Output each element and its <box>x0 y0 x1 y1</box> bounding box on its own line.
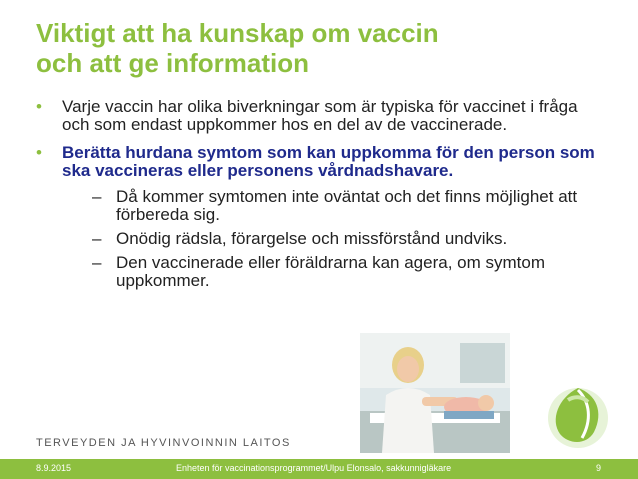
dash-icon: – <box>92 229 102 248</box>
organization-logo-text: TERVEYDEN JA HYVINVOINNIN LAITOS <box>36 437 291 449</box>
bullet-item <box>36 98 606 134</box>
slide-title-line-2: och att ge information <box>36 48 309 78</box>
footer-credit: Enheten för vaccinationsprogrammet/Ulpu Elonsalo, sakkunnigläkare <box>176 463 452 473</box>
footer-bar <box>0 459 638 479</box>
bullet-text: Varje vaccin har olika biverkningar som är typiska för vaccinet i fråga och som endast uppkommer hos en del av de vaccinerade. <box>62 97 578 134</box>
dash-icon: – <box>92 187 102 206</box>
sub-bullet-text: Då kommer symtomen inte oväntat och det finns möjlighet att förbereda sig. <box>116 187 578 224</box>
green-leaf-logo-icon <box>538 376 618 456</box>
sub-bullet-item <box>36 230 606 248</box>
page-number: 9 <box>596 463 602 473</box>
bullet-dot-icon: • <box>36 143 42 162</box>
bullet-dot-icon: • <box>36 97 42 116</box>
dash-icon: – <box>92 253 102 272</box>
slide-title <box>36 18 596 78</box>
bullet-item <box>36 144 606 180</box>
sub-bullet-text: Onödig rädsla, förargelse och missförstånd undviks. <box>116 229 508 248</box>
nurse-baby-photo <box>360 333 510 453</box>
photo-illustration-icon <box>360 333 510 453</box>
sub-bullet-list <box>36 188 606 290</box>
footer-date: 8.9.2015 <box>36 463 72 473</box>
sub-bullet-item <box>36 188 606 224</box>
sub-bullet-item <box>36 254 606 290</box>
slide-title-line-1: Viktigt att ha kunskap om vaccin <box>36 18 439 48</box>
bullet-text-emphasis: Berätta hurdana symtom som kan uppkomma för den person som ska vaccineras eller personens vårdnadshavare. <box>62 143 595 180</box>
bullet-list <box>36 98 606 296</box>
sub-bullet-text: Den vaccinerade eller föräldrarna kan agera, om symtom uppkommer. <box>116 253 545 290</box>
